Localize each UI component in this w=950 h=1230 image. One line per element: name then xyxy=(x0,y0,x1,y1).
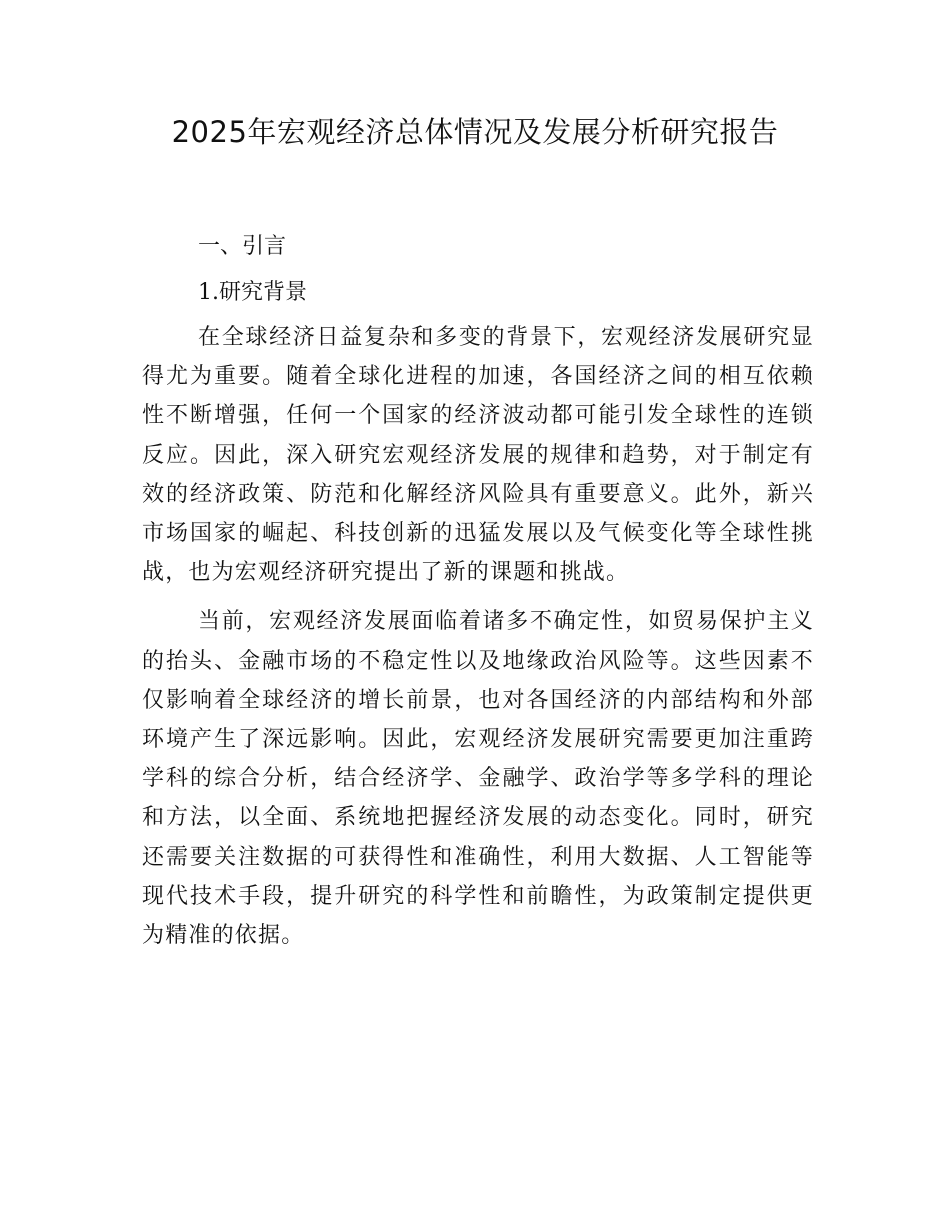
document-title: 2025年宏观经济总体情况及发展分析研究报告 xyxy=(171,115,779,149)
document-body xyxy=(142,226,814,965)
paragraph-2: 当前，宏观经济发展面临着诸多不确定性，如贸易保护主义的抬头、金融市场的不稳定性以及地缘政治风险等。这些因素不仅影响着全球经济的增长前景，也对各国经济的内部结构和外部环境产生了深远影响。因此，宏观经济发展研究需要更加注重跨学科的综合分析，结合经济学、金融学、政治学等多学科的理论和方法，以全面、系统地把握经济发展的动态变化。同时，研究还需要关注数据的可获得性和准确性，利用大数据、人工智能等现代技术手段，提升研究的科学性和前瞻性，为政策制定提供更为精准的依据。 xyxy=(142,609,814,949)
paragraph-1: 在全球经济日益复杂和多变的背景下，宏观经济发展研究显得尤为重要。随着全球化进程的加速，各国经济之间的相互依赖性不断增强，任何一个国家的经济波动都可能引发全球性的连锁反应。因此，深入研究宏观经济发展的规律和趋势，对于制定有效的经济政策、防范和化解经济风险具有重要意义。此外，新兴市场国家的崛起、科技创新的迅猛发展以及气候变化等全球性挑战，也为宏观经济研究提出了新的课题和挑战。 xyxy=(142,325,814,586)
subsection-heading: 1.研究背景 xyxy=(198,280,307,305)
section-heading: 一、引言 xyxy=(198,234,287,259)
